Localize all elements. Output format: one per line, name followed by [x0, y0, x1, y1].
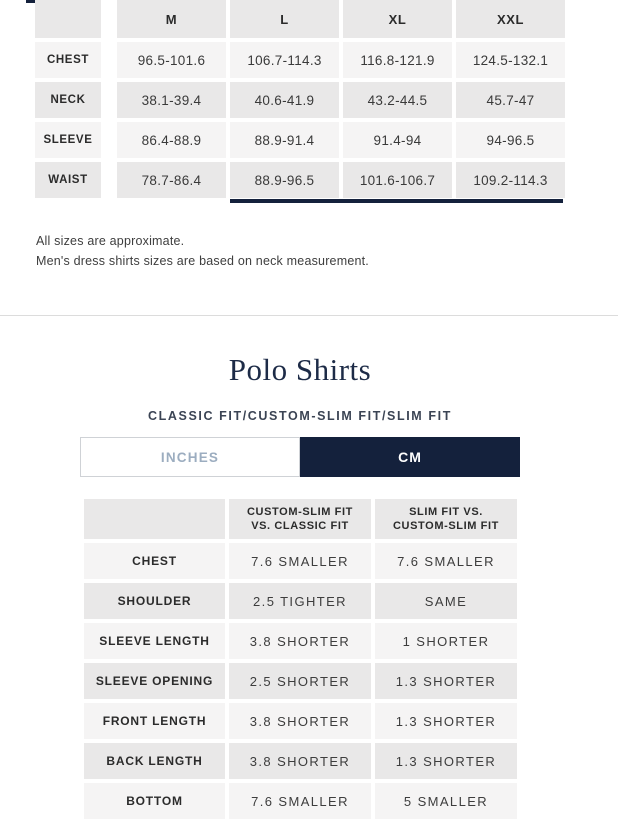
- unit-toggle-cm-button[interactable]: CM: [300, 437, 520, 477]
- fit-table-cell: 2.5 SHORTER: [229, 663, 371, 699]
- size-table-cell: 78.7-86.4: [117, 162, 226, 198]
- fit-row-label: BOTTOM: [84, 783, 225, 819]
- fit-column-header-line: CUSTOM-SLIM FIT: [247, 505, 353, 518]
- section-divider: [0, 315, 618, 316]
- fit-table-cell: 2.5 TIGHTER: [229, 583, 371, 619]
- fit-table-cell: 3.8 SHORTER: [229, 703, 371, 739]
- size-table-cell: 88.9-91.4: [230, 122, 339, 158]
- unit-toggle: [80, 437, 520, 477]
- fit-row-label: BACK LENGTH: [84, 743, 225, 779]
- column-gutter: [105, 162, 113, 198]
- size-column-header: M: [117, 0, 226, 38]
- column-gutter: [105, 122, 113, 158]
- size-table-cell: 124.5-132.1: [456, 42, 565, 78]
- fit-table-cell: 1.3 SHORTER: [375, 663, 517, 699]
- column-gutter: [105, 0, 113, 38]
- size-table-cell: 86.4-88.9: [117, 122, 226, 158]
- size-table-cell: 116.8-121.9: [343, 42, 452, 78]
- size-table-cell: 106.7-114.3: [230, 42, 339, 78]
- fit-row-label: SHOULDER: [84, 583, 225, 619]
- fit-row-label: SLEEVE OPENING: [84, 663, 225, 699]
- size-column-header: XL: [343, 0, 452, 38]
- fit-table-cell: 1 SHORTER: [375, 623, 517, 659]
- fit-table-cell: 7.6 SMALLER: [375, 543, 517, 579]
- size-table-cell: 96.5-101.6: [117, 42, 226, 78]
- size-table-cell: 91.4-94: [343, 122, 452, 158]
- fit-column-header-line: VS. CLASSIC FIT: [251, 520, 349, 532]
- size-table-cell: 38.1-39.4: [117, 82, 226, 118]
- polo-fit-comparison-table: [84, 499, 517, 819]
- note-dress-shirts-neck: Men's dress shirts sizes are based on neck measurement.: [36, 254, 369, 268]
- section-subtitle: CLASSIC FIT/CUSTOM-SLIM FIT/SLIM FIT: [148, 409, 452, 423]
- note-sizes-approximate: All sizes are approximate.: [36, 234, 185, 248]
- fit-column-header-line: SLIM FIT VS.: [409, 505, 483, 518]
- size-column-header: L: [230, 0, 339, 38]
- fit-column-header: [375, 499, 517, 539]
- fit-column-header: [229, 499, 371, 539]
- fit-table-corner-cell: [84, 499, 225, 539]
- size-row-label: SLEEVE: [35, 122, 101, 158]
- size-table-cell: 94-96.5: [456, 122, 565, 158]
- size-table-cell: 40.6-41.9: [230, 82, 339, 118]
- fit-row-label: FRONT LENGTH: [84, 703, 225, 739]
- fit-column-header-line: CUSTOM-SLIM FIT: [393, 520, 499, 532]
- fit-table-cell: 5 SMALLER: [375, 783, 517, 819]
- size-table-cell: 88.9-96.5: [230, 162, 339, 198]
- size-row-label: CHEST: [35, 42, 101, 78]
- fit-row-label: SLEEVE LENGTH: [84, 623, 225, 659]
- column-gutter: [105, 82, 113, 118]
- size-table-cell: 43.2-44.5: [343, 82, 452, 118]
- fit-table-cell: 1.3 SHORTER: [375, 703, 517, 739]
- size-row-label: NECK: [35, 82, 101, 118]
- fit-table-cell: 1.3 SHORTER: [375, 743, 517, 779]
- size-table-cell: 45.7-47: [456, 82, 565, 118]
- column-gutter: [105, 42, 113, 78]
- fit-table-cell: 7.6 SMALLER: [229, 783, 371, 819]
- fit-table-cell: 3.8 SHORTER: [229, 623, 371, 659]
- size-table-corner-cell: [35, 0, 101, 38]
- size-column-header: XXL: [456, 0, 565, 38]
- horizontal-scrollbar-thumb[interactable]: [230, 199, 563, 203]
- fit-table-cell: SAME: [375, 583, 517, 619]
- fit-table-cell: 7.6 SMALLER: [229, 543, 371, 579]
- size-table-cell: 101.6-106.7: [343, 162, 452, 198]
- size-table-cell: 109.2-114.3: [456, 162, 565, 198]
- fit-table-cell: 3.8 SHORTER: [229, 743, 371, 779]
- size-row-label: WAIST: [35, 162, 101, 198]
- dress-shirt-size-table: [35, 0, 565, 198]
- fit-row-label: CHEST: [84, 543, 225, 579]
- section-title: Polo Shirts: [228, 352, 372, 387]
- unit-toggle-inches-button[interactable]: INCHES: [80, 437, 300, 477]
